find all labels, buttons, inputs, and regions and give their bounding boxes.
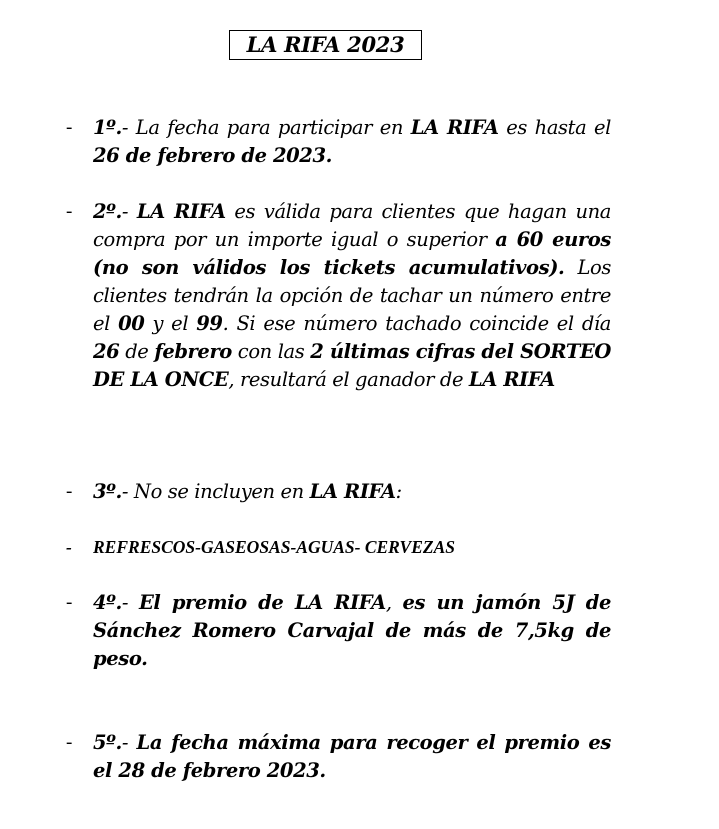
- document-title: LA RIFA 2023: [229, 30, 422, 60]
- bullet-dash: -: [66, 732, 73, 753]
- rule-number: 3º.: [93, 480, 122, 503]
- rule-number: 4º.: [93, 591, 122, 614]
- rule-text: 4º.- El premio de LA RIFA, es un jamón 5J de Sánchez Romero Carvajal de más de 7,5kg de peso.: [93, 591, 611, 670]
- rule-text: 1º.- La fecha para participar en LA RIFA es hasta el 26 de febrero de 2023.: [93, 116, 611, 167]
- rule-text: 3º.- No se incluyen en LA RIFA:: [93, 480, 402, 503]
- rule-text: 5º.- La fecha máxima para recoger el premio es el 28 de febrero 2023.: [93, 731, 611, 782]
- excluded-products-text: REFRESCOS-GASEOSAS-AGUAS- CERVEZAS: [93, 537, 455, 557]
- bullet-dash: -: [66, 201, 73, 222]
- rule-text: 2º.- LA RIFA es válida para clientes que hagan una compra por un importe igual o superior a 60 euros (no son válidos los tickets acumulativos). Los clientes tendrán la opción de tachar un número entre el 00 y el 99. Si ese número tachado coincide el día 26 de febrero con las 2 últimas cifras del SORTEO DE LA ONCE, resultará el ganador de LA RIFA: [93, 200, 612, 391]
- excluded-products: [66, 535, 626, 559]
- bullet-dash: -: [66, 481, 73, 502]
- rule-number: 1º.: [93, 116, 122, 139]
- rule-number: 2º.: [93, 200, 122, 223]
- rule-number: 5º.: [93, 731, 122, 754]
- bullet-dash: -: [66, 117, 73, 138]
- bullet-dash: -: [66, 592, 73, 613]
- bullet-dash: -: [66, 537, 72, 557]
